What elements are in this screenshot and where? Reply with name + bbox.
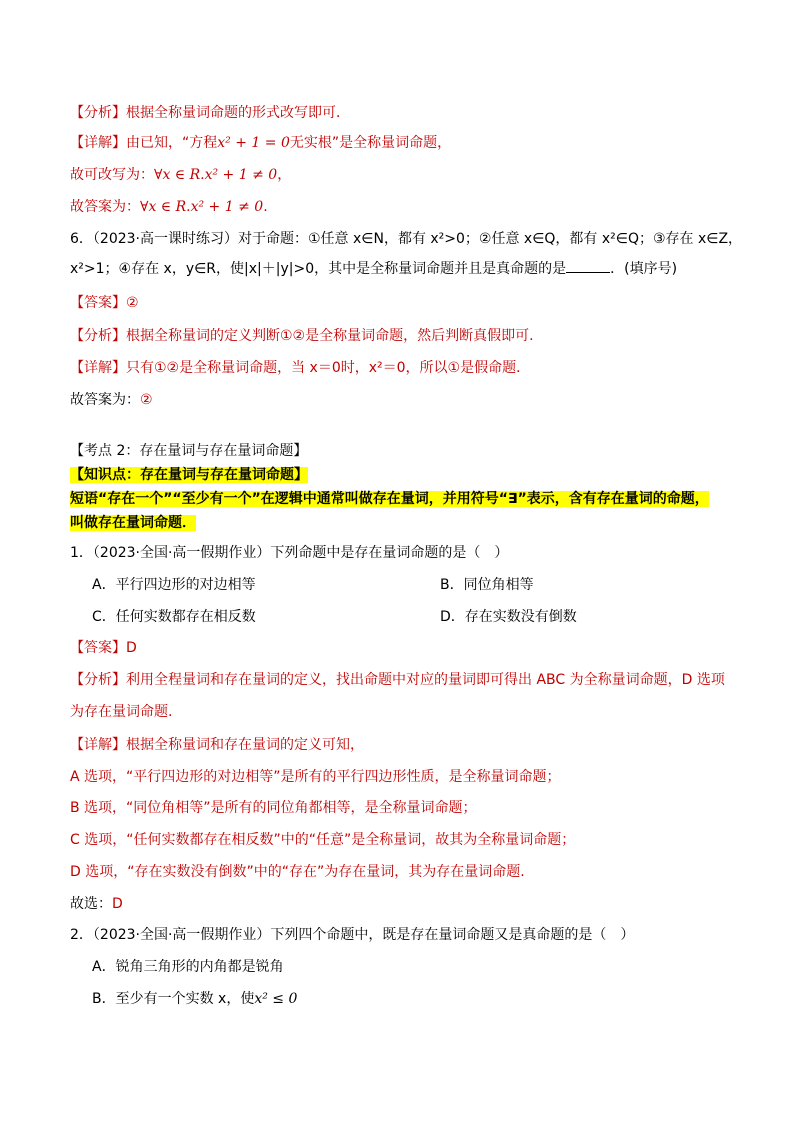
q6-stem-end: ．(填序号)	[610, 261, 678, 277]
explanation-b: B 选项，“同位角相等”是所有的同位角都相等，是全称量词命题；	[70, 800, 477, 816]
detail-line	[70, 132, 451, 154]
q1-answer-line	[70, 637, 137, 659]
analysis-tag: 【分析】	[70, 105, 126, 121]
option-b-text: B．至少有一个实数 x，使	[92, 991, 255, 1007]
q6-stem-text: x²>1；④存在 x，y∈R，使|x|＋|y|>0，其中是全称量词命题并且是真命题的是	[70, 261, 567, 277]
detail-tag: 【详解】	[70, 360, 126, 376]
option-d: D．存在实数没有倒数	[440, 609, 577, 625]
answer-math: ∀x ∈ R.x² + 1 ≠ 0	[140, 199, 264, 215]
answer-line	[70, 196, 268, 218]
option-c: C．任何实数都存在相反数	[92, 609, 256, 625]
answer-label: 故答案为：	[70, 199, 140, 215]
option-b: B．同位角相等	[440, 577, 534, 593]
detail-tag: 【详解】	[70, 135, 126, 151]
q1-analysis-line2: 为存在量词命题.	[70, 704, 173, 720]
detail-text-a: 由已知，“方程	[126, 135, 218, 151]
answer-tag: 【答案】	[70, 295, 126, 311]
answer-value: D	[126, 640, 137, 656]
q6-stem-line2	[70, 258, 677, 280]
knowledge-title-line	[70, 464, 308, 486]
rewrite-end: ，	[277, 167, 292, 183]
knowledge-line2	[70, 512, 196, 534]
q1-options-row1	[92, 574, 534, 596]
detail-text-b: 无实根”是全称量词命题，	[289, 135, 452, 151]
knowledge-text-2: 叫做存在量词命题．	[70, 515, 196, 531]
q6-final-answer-line	[70, 389, 153, 411]
detail-text: 根据全称量词和存在量词的定义可知，	[126, 737, 364, 753]
rewrite-line	[70, 164, 291, 186]
answer-tag: 【答案】	[70, 640, 126, 656]
section-title: 【考点 2：存在量词与存在量词命题】	[70, 443, 308, 459]
knowledge-text-1: 短语“存在一个”“至少有一个”在逻辑中通常叫做存在量词，并用符号“∃”表示，含有存在量词的命题，	[70, 491, 709, 507]
q2-stem: 2．（2023·全国·高一假期作业）下列四个命题中，既是存在量词命题又是真命题的是（ ）	[70, 927, 635, 943]
analysis-tag: 【分析】	[70, 672, 126, 688]
final-answer-label: 故答案为：	[70, 392, 140, 408]
q1-analysis-line1	[70, 669, 725, 691]
q2-option-a: A．锐角三角形的内角都是锐角	[92, 959, 284, 975]
q6-stem-line1: 6．（2023·高一课时练习）对于命题：①任意 x∈N，都有 x²>0；②任意 x∈Q，都有 x²∈Q；③存在 x∈Z，	[70, 231, 743, 247]
answer-value: ②	[126, 295, 139, 311]
q6-detail-line	[70, 357, 530, 379]
q1-options-row2	[92, 606, 577, 628]
q1-choose-line	[70, 893, 123, 915]
explanation-c: C 选项，“任何实数都存在相反数”中的“任意”是全称量词，故其为全称量词命题；	[70, 832, 576, 848]
detail-tag: 【详解】	[70, 737, 126, 753]
q1-detail-line	[70, 734, 364, 756]
q1-stem: 1．（2023·全国·高一假期作业）下列命题中是存在量词命题的是（ ）	[70, 545, 509, 561]
analysis-text-1: 利用全程量词和存在量词的定义，找出命题中对应的量词即可得出 ABC 为全称量词命题，D 选项	[126, 672, 725, 688]
analysis-text: 根据全称量词的定义判断①②是全称量词命题，然后判断真假即可.	[126, 328, 534, 344]
final-answer-value: ②	[140, 392, 153, 408]
choose-label: 故选：	[70, 896, 112, 912]
explanation-a: A 选项，“平行四边形的对边相等”是所有的平行四边形性质，是全称量词命题；	[70, 769, 561, 785]
analysis-line	[70, 102, 350, 124]
answer-end: .	[263, 199, 268, 215]
knowledge-title: 【知识点：存在量词与存在量词命题】	[70, 467, 308, 483]
q2-option-b	[92, 988, 297, 1010]
choose-value: D	[112, 896, 123, 912]
option-a: A．平行四边形的对边相等	[92, 577, 256, 593]
analysis-tag: 【分析】	[70, 328, 126, 344]
q6-analysis-line	[70, 325, 534, 347]
detail-text: 只有①②是全称量词命题，当 x＝0时，x²＝0，所以①是假命题．	[126, 360, 531, 376]
option-b-math: x² ≤ 0	[254, 991, 298, 1007]
analysis-text: 根据全称量词命题的形式改写即可．	[126, 105, 350, 121]
explanation-d: D 选项，“存在实数没有倒数”中的“存在”为存在量词，其为存在量词命题.	[70, 864, 525, 880]
knowledge-line1	[70, 488, 709, 510]
q6-answer-line	[70, 292, 139, 314]
detail-math: x² + 1 = 0	[217, 135, 290, 151]
rewrite-label: 故可改写为：	[70, 167, 154, 183]
fill-in-blank	[566, 258, 610, 273]
rewrite-math: ∀x ∈ R.x² + 1 ≠ 0	[154, 167, 278, 183]
